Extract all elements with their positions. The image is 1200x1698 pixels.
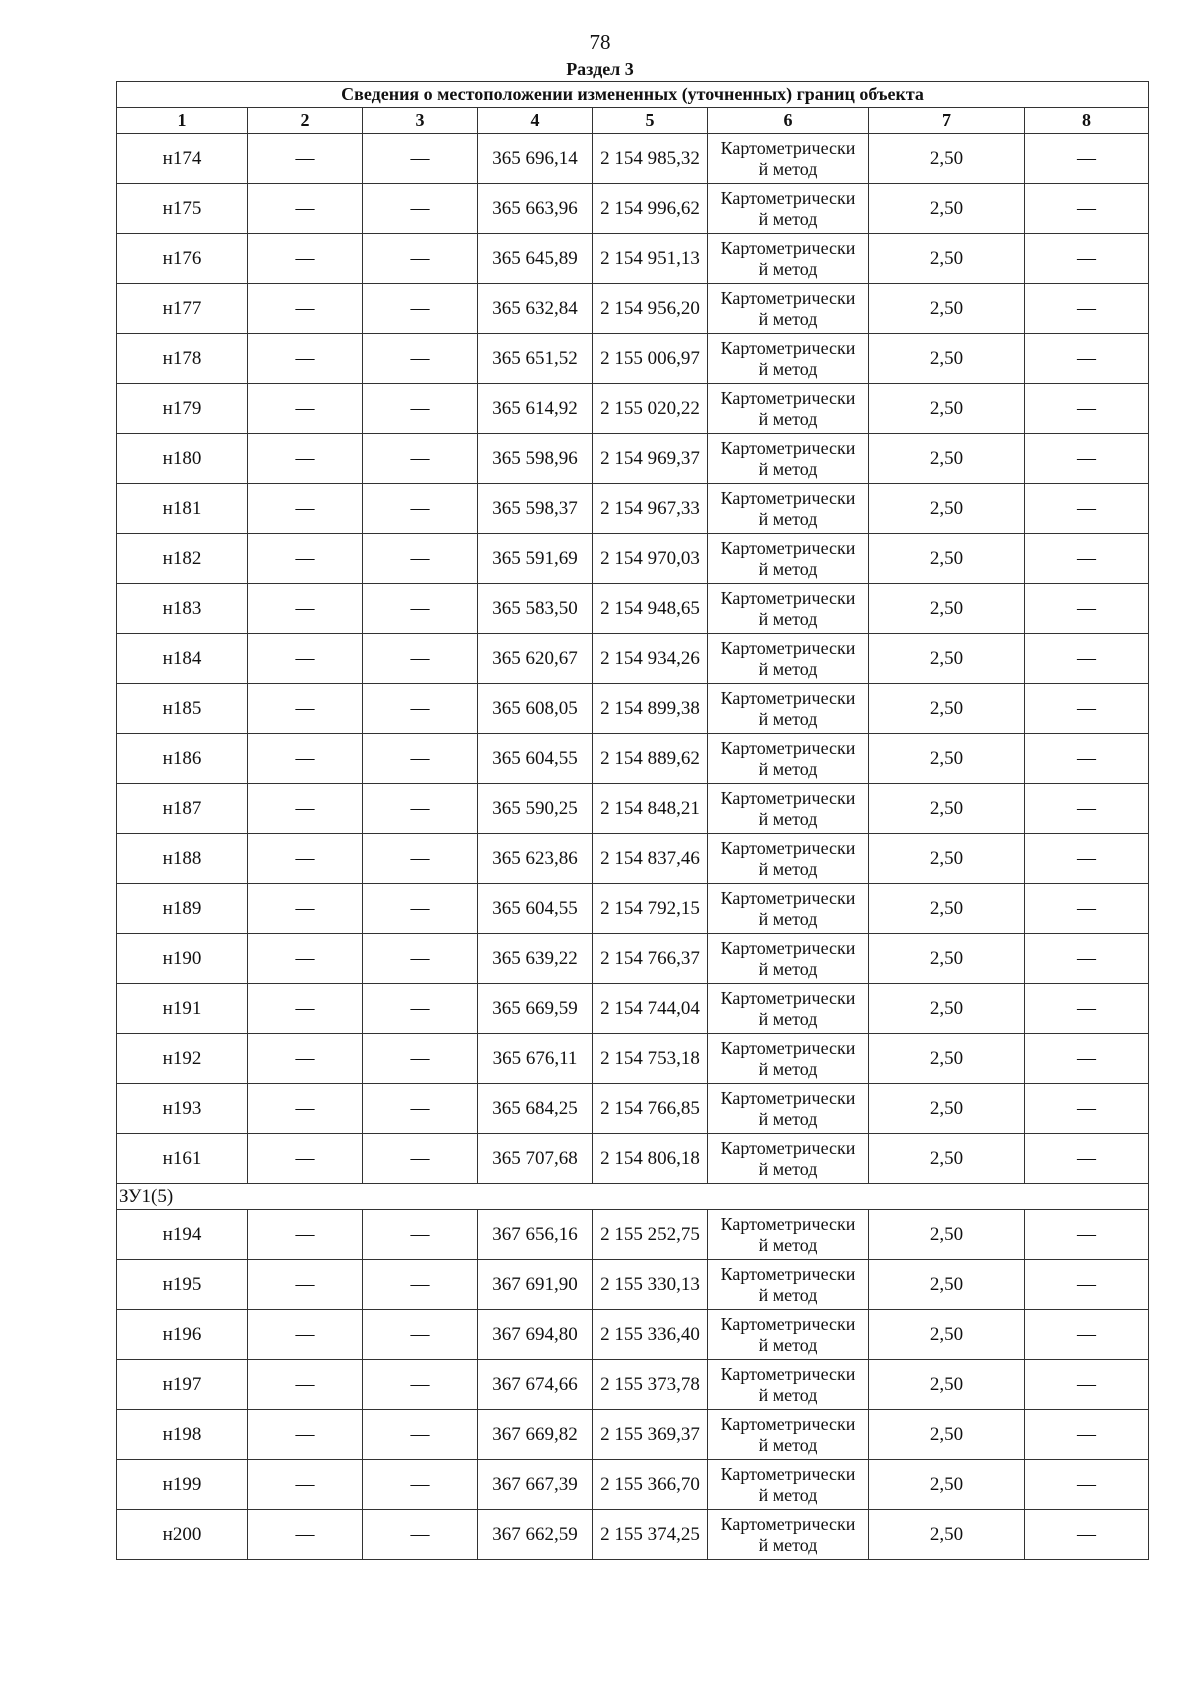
accuracy-value: 2,50 bbox=[869, 1410, 1025, 1460]
accuracy-value: 2,50 bbox=[869, 284, 1025, 334]
accuracy-value: 2,50 bbox=[869, 734, 1025, 784]
x-coordinate: 365 632,84 bbox=[478, 284, 593, 334]
coordinates-table bbox=[116, 81, 1149, 1560]
table-row bbox=[117, 784, 1149, 834]
col3-value: — bbox=[363, 734, 478, 784]
x-coordinate: 367 669,82 bbox=[478, 1410, 593, 1460]
col3-value: — bbox=[363, 1260, 478, 1310]
point-name: н161 bbox=[117, 1134, 248, 1184]
method: Картометрически й метод bbox=[708, 334, 869, 384]
point-name: н193 bbox=[117, 1084, 248, 1134]
table-row bbox=[117, 1210, 1149, 1260]
x-coordinate: 365 663,96 bbox=[478, 184, 593, 234]
accuracy-value: 2,50 bbox=[869, 484, 1025, 534]
method: Картометрически й метод bbox=[708, 1260, 869, 1310]
method: Картометрически й метод bbox=[708, 1210, 869, 1260]
y-coordinate: 2 154 806,18 bbox=[593, 1134, 708, 1184]
col3-value: — bbox=[363, 234, 478, 284]
table-row bbox=[117, 484, 1149, 534]
y-coordinate: 2 154 792,15 bbox=[593, 884, 708, 934]
col2-value: — bbox=[248, 1510, 363, 1560]
point-name: н179 bbox=[117, 384, 248, 434]
accuracy-value: 2,50 bbox=[869, 634, 1025, 684]
y-coordinate: 2 154 956,20 bbox=[593, 284, 708, 334]
accuracy-value: 2,50 bbox=[869, 984, 1025, 1034]
x-coordinate: 365 583,50 bbox=[478, 584, 593, 634]
point-name: н191 bbox=[117, 984, 248, 1034]
col2-value: — bbox=[248, 834, 363, 884]
col2-value: — bbox=[248, 1210, 363, 1260]
col3-value: — bbox=[363, 684, 478, 734]
point-name: н185 bbox=[117, 684, 248, 734]
point-name: н182 bbox=[117, 534, 248, 584]
col3-value: — bbox=[363, 584, 478, 634]
method: Картометрически й метод bbox=[708, 1360, 869, 1410]
y-coordinate: 2 155 252,75 bbox=[593, 1210, 708, 1260]
accuracy-value: 2,50 bbox=[869, 184, 1025, 234]
col2-value: — bbox=[248, 784, 363, 834]
col3-value: — bbox=[363, 1134, 478, 1184]
accuracy-value: 2,50 bbox=[869, 1310, 1025, 1360]
x-coordinate: 365 696,14 bbox=[478, 134, 593, 184]
method: Картометрически й метод bbox=[708, 1310, 869, 1360]
column-number: 2 bbox=[248, 108, 363, 134]
y-coordinate: 2 155 006,97 bbox=[593, 334, 708, 384]
point-name: н194 bbox=[117, 1210, 248, 1260]
table-row bbox=[117, 934, 1149, 984]
x-coordinate: 365 598,96 bbox=[478, 434, 593, 484]
point-name: н175 bbox=[117, 184, 248, 234]
x-coordinate: 365 684,25 bbox=[478, 1084, 593, 1134]
y-coordinate: 2 154 934,26 bbox=[593, 634, 708, 684]
accuracy-value: 2,50 bbox=[869, 434, 1025, 484]
col3-value: — bbox=[363, 1510, 478, 1560]
table-row bbox=[117, 734, 1149, 784]
y-coordinate: 2 155 366,70 bbox=[593, 1460, 708, 1510]
col8-value: — bbox=[1025, 884, 1149, 934]
y-coordinate: 2 154 744,04 bbox=[593, 984, 708, 1034]
col3-value: — bbox=[363, 934, 478, 984]
col8-value: — bbox=[1025, 1410, 1149, 1460]
table-row bbox=[117, 1460, 1149, 1510]
col8-value: — bbox=[1025, 984, 1149, 1034]
col8-value: — bbox=[1025, 1460, 1149, 1510]
accuracy-value: 2,50 bbox=[869, 134, 1025, 184]
method: Картометрически й метод bbox=[708, 1084, 869, 1134]
col3-value: — bbox=[363, 334, 478, 384]
method: Картометрически й метод bbox=[708, 634, 869, 684]
table-body bbox=[117, 134, 1149, 1560]
table-row bbox=[117, 1310, 1149, 1360]
col2-value: — bbox=[248, 1460, 363, 1510]
point-name: н188 bbox=[117, 834, 248, 884]
method: Картометрически й метод bbox=[708, 134, 869, 184]
x-coordinate: 365 645,89 bbox=[478, 234, 593, 284]
col8-value: — bbox=[1025, 1510, 1149, 1560]
col2-value: — bbox=[248, 1360, 363, 1410]
point-name: н190 bbox=[117, 934, 248, 984]
method: Картометрически й метод bbox=[708, 1034, 869, 1084]
col2-value: — bbox=[248, 384, 363, 434]
y-coordinate: 2 154 969,37 bbox=[593, 434, 708, 484]
table-row bbox=[117, 134, 1149, 184]
col2-value: — bbox=[248, 134, 363, 184]
x-coordinate: 365 604,55 bbox=[478, 884, 593, 934]
col3-value: — bbox=[363, 784, 478, 834]
point-name: н200 bbox=[117, 1510, 248, 1560]
method: Картометрически й метод bbox=[708, 934, 869, 984]
table-row bbox=[117, 234, 1149, 284]
col3-value: — bbox=[363, 1460, 478, 1510]
y-coordinate: 2 154 837,46 bbox=[593, 834, 708, 884]
col2-value: — bbox=[248, 1410, 363, 1460]
column-number: 3 bbox=[363, 108, 478, 134]
accuracy-value: 2,50 bbox=[869, 1034, 1025, 1084]
col2-value: — bbox=[248, 284, 363, 334]
point-name: н192 bbox=[117, 1034, 248, 1084]
method: Картометрически й метод bbox=[708, 1410, 869, 1460]
x-coordinate: 365 604,55 bbox=[478, 734, 593, 784]
table-row bbox=[117, 384, 1149, 434]
x-coordinate: 365 590,25 bbox=[478, 784, 593, 834]
col2-value: — bbox=[248, 484, 363, 534]
col8-value: — bbox=[1025, 334, 1149, 384]
column-number: 8 bbox=[1025, 108, 1149, 134]
col2-value: — bbox=[248, 584, 363, 634]
col2-value: — bbox=[248, 934, 363, 984]
col8-value: — bbox=[1025, 1134, 1149, 1184]
col8-value: — bbox=[1025, 1360, 1149, 1410]
table-row bbox=[117, 834, 1149, 884]
y-coordinate: 2 155 020,22 bbox=[593, 384, 708, 434]
x-coordinate: 365 614,92 bbox=[478, 384, 593, 434]
col8-value: — bbox=[1025, 1210, 1149, 1260]
method: Картометрически й метод bbox=[708, 884, 869, 934]
point-name: н198 bbox=[117, 1410, 248, 1460]
col8-value: — bbox=[1025, 734, 1149, 784]
col3-value: — bbox=[363, 484, 478, 534]
col3-value: — bbox=[363, 184, 478, 234]
table-row bbox=[117, 1134, 1149, 1184]
y-coordinate: 2 154 967,33 bbox=[593, 484, 708, 534]
x-coordinate: 367 656,16 bbox=[478, 1210, 593, 1260]
col2-value: — bbox=[248, 434, 363, 484]
y-coordinate: 2 154 985,32 bbox=[593, 134, 708, 184]
table-row bbox=[117, 434, 1149, 484]
y-coordinate: 2 155 373,78 bbox=[593, 1360, 708, 1410]
col2-value: — bbox=[248, 684, 363, 734]
section-title: Раздел 3 bbox=[566, 59, 634, 79]
col8-value: — bbox=[1025, 184, 1149, 234]
col2-value: — bbox=[248, 1310, 363, 1360]
col8-value: — bbox=[1025, 834, 1149, 884]
column-number: 4 bbox=[478, 108, 593, 134]
y-coordinate: 2 154 766,85 bbox=[593, 1084, 708, 1134]
y-coordinate: 2 155 369,37 bbox=[593, 1410, 708, 1460]
accuracy-value: 2,50 bbox=[869, 684, 1025, 734]
col2-value: — bbox=[248, 334, 363, 384]
table-row bbox=[117, 584, 1149, 634]
y-coordinate: 2 155 336,40 bbox=[593, 1310, 708, 1360]
point-name: н186 bbox=[117, 734, 248, 784]
point-name: н184 bbox=[117, 634, 248, 684]
col8-value: — bbox=[1025, 584, 1149, 634]
col8-value: — bbox=[1025, 134, 1149, 184]
accuracy-value: 2,50 bbox=[869, 834, 1025, 884]
col2-value: — bbox=[248, 534, 363, 584]
table-row bbox=[117, 984, 1149, 1034]
col3-value: — bbox=[363, 1084, 478, 1134]
method: Картометрически й метод bbox=[708, 434, 869, 484]
point-name: н180 bbox=[117, 434, 248, 484]
col8-value: — bbox=[1025, 784, 1149, 834]
method: Картометрически й метод bbox=[708, 1510, 869, 1560]
table-caption-row bbox=[117, 82, 1149, 108]
col8-value: — bbox=[1025, 1310, 1149, 1360]
group-header-row bbox=[117, 1184, 1149, 1210]
col3-value: — bbox=[363, 434, 478, 484]
column-number-row bbox=[117, 108, 1149, 134]
col2-value: — bbox=[248, 234, 363, 284]
col2-value: — bbox=[248, 984, 363, 1034]
col3-value: — bbox=[363, 284, 478, 334]
col2-value: — bbox=[248, 734, 363, 784]
col3-value: — bbox=[363, 634, 478, 684]
point-name: н199 bbox=[117, 1460, 248, 1510]
method: Картометрически й метод bbox=[708, 284, 869, 334]
x-coordinate: 367 662,59 bbox=[478, 1510, 593, 1560]
accuracy-value: 2,50 bbox=[869, 384, 1025, 434]
point-name: н195 bbox=[117, 1260, 248, 1310]
point-name: н197 bbox=[117, 1360, 248, 1410]
col3-value: — bbox=[363, 384, 478, 434]
column-number: 7 bbox=[869, 108, 1025, 134]
col3-value: — bbox=[363, 1410, 478, 1460]
x-coordinate: 365 591,69 bbox=[478, 534, 593, 584]
col8-value: — bbox=[1025, 534, 1149, 584]
col8-value: — bbox=[1025, 434, 1149, 484]
x-coordinate: 365 676,11 bbox=[478, 1034, 593, 1084]
point-name: н177 bbox=[117, 284, 248, 334]
table-row bbox=[117, 634, 1149, 684]
col8-value: — bbox=[1025, 934, 1149, 984]
y-coordinate: 2 154 996,62 bbox=[593, 184, 708, 234]
col8-value: — bbox=[1025, 484, 1149, 534]
method: Картометрически й метод bbox=[708, 534, 869, 584]
x-coordinate: 367 694,80 bbox=[478, 1310, 593, 1360]
column-number: 1 bbox=[117, 108, 248, 134]
col8-value: — bbox=[1025, 684, 1149, 734]
col8-value: — bbox=[1025, 384, 1149, 434]
col3-value: — bbox=[363, 534, 478, 584]
accuracy-value: 2,50 bbox=[869, 934, 1025, 984]
x-coordinate: 365 598,37 bbox=[478, 484, 593, 534]
y-coordinate: 2 154 766,37 bbox=[593, 934, 708, 984]
col2-value: — bbox=[248, 1134, 363, 1184]
col3-value: — bbox=[363, 134, 478, 184]
col2-value: — bbox=[248, 1084, 363, 1134]
method: Картометрически й метод bbox=[708, 234, 869, 284]
table-row bbox=[117, 1510, 1149, 1560]
table-row bbox=[117, 1034, 1149, 1084]
x-coordinate: 367 691,90 bbox=[478, 1260, 593, 1310]
y-coordinate: 2 154 753,18 bbox=[593, 1034, 708, 1084]
accuracy-value: 2,50 bbox=[869, 784, 1025, 834]
point-name: н189 bbox=[117, 884, 248, 934]
col2-value: — bbox=[248, 634, 363, 684]
table-row bbox=[117, 1084, 1149, 1134]
y-coordinate: 2 154 889,62 bbox=[593, 734, 708, 784]
accuracy-value: 2,50 bbox=[869, 334, 1025, 384]
col3-value: — bbox=[363, 1360, 478, 1410]
col8-value: — bbox=[1025, 1084, 1149, 1134]
col8-value: — bbox=[1025, 1260, 1149, 1310]
accuracy-value: 2,50 bbox=[869, 884, 1025, 934]
point-name: н174 bbox=[117, 134, 248, 184]
x-coordinate: 365 651,52 bbox=[478, 334, 593, 384]
point-name: н196 bbox=[117, 1310, 248, 1360]
table-row bbox=[117, 684, 1149, 734]
table-row bbox=[117, 1410, 1149, 1460]
method: Картометрически й метод bbox=[708, 684, 869, 734]
x-coordinate: 365 639,22 bbox=[478, 934, 593, 984]
method: Картометрически й метод bbox=[708, 1134, 869, 1184]
col3-value: — bbox=[363, 1034, 478, 1084]
accuracy-value: 2,50 bbox=[869, 1210, 1025, 1260]
point-name: н181 bbox=[117, 484, 248, 534]
accuracy-value: 2,50 bbox=[869, 584, 1025, 634]
col8-value: — bbox=[1025, 634, 1149, 684]
table-row bbox=[117, 1360, 1149, 1410]
accuracy-value: 2,50 bbox=[869, 1084, 1025, 1134]
table-row bbox=[117, 334, 1149, 384]
accuracy-value: 2,50 bbox=[869, 1460, 1025, 1510]
col8-value: — bbox=[1025, 284, 1149, 334]
method: Картометрически й метод bbox=[708, 984, 869, 1034]
col8-value: — bbox=[1025, 234, 1149, 284]
method: Картометрически й метод bbox=[708, 1460, 869, 1510]
x-coordinate: 365 707,68 bbox=[478, 1134, 593, 1184]
col2-value: — bbox=[248, 184, 363, 234]
table-row bbox=[117, 534, 1149, 584]
table-row bbox=[117, 284, 1149, 334]
accuracy-value: 2,50 bbox=[869, 1360, 1025, 1410]
group-label: ЗУ1(5) bbox=[117, 1184, 1149, 1210]
y-coordinate: 2 154 970,03 bbox=[593, 534, 708, 584]
point-name: н178 bbox=[117, 334, 248, 384]
column-number: 6 bbox=[708, 108, 869, 134]
accuracy-value: 2,50 bbox=[869, 1510, 1025, 1560]
col3-value: — bbox=[363, 834, 478, 884]
method: Картометрически й метод bbox=[708, 834, 869, 884]
table-row bbox=[117, 884, 1149, 934]
col3-value: — bbox=[363, 1310, 478, 1360]
col3-value: — bbox=[363, 884, 478, 934]
y-coordinate: 2 154 899,38 bbox=[593, 684, 708, 734]
page-number: 78 bbox=[589, 30, 611, 54]
method: Картометрически й метод bbox=[708, 484, 869, 534]
method: Картометрически й метод bbox=[708, 734, 869, 784]
point-name: н176 bbox=[117, 234, 248, 284]
x-coordinate: 367 667,39 bbox=[478, 1460, 593, 1510]
col3-value: — bbox=[363, 984, 478, 1034]
y-coordinate: 2 154 948,65 bbox=[593, 584, 708, 634]
col8-value: — bbox=[1025, 1034, 1149, 1084]
accuracy-value: 2,50 bbox=[869, 1260, 1025, 1310]
table-row bbox=[117, 1260, 1149, 1310]
y-coordinate: 2 155 330,13 bbox=[593, 1260, 708, 1310]
table-caption: Сведения о местоположении измененных (уточненных) границ объекта bbox=[117, 82, 1149, 108]
y-coordinate: 2 154 951,13 bbox=[593, 234, 708, 284]
x-coordinate: 365 623,86 bbox=[478, 834, 593, 884]
accuracy-value: 2,50 bbox=[869, 534, 1025, 584]
method: Картометрически й метод bbox=[708, 184, 869, 234]
method: Картометрически й метод bbox=[708, 784, 869, 834]
x-coordinate: 365 620,67 bbox=[478, 634, 593, 684]
accuracy-value: 2,50 bbox=[869, 1134, 1025, 1184]
y-coordinate: 2 155 374,25 bbox=[593, 1510, 708, 1560]
x-coordinate: 367 674,66 bbox=[478, 1360, 593, 1410]
point-name: н187 bbox=[117, 784, 248, 834]
col2-value: — bbox=[248, 884, 363, 934]
x-coordinate: 365 669,59 bbox=[478, 984, 593, 1034]
method: Картометрически й метод bbox=[708, 584, 869, 634]
col3-value: — bbox=[363, 1210, 478, 1260]
col2-value: — bbox=[248, 1034, 363, 1084]
col2-value: — bbox=[248, 1260, 363, 1310]
table-row bbox=[117, 184, 1149, 234]
column-number: 5 bbox=[593, 108, 708, 134]
y-coordinate: 2 154 848,21 bbox=[593, 784, 708, 834]
point-name: н183 bbox=[117, 584, 248, 634]
accuracy-value: 2,50 bbox=[869, 234, 1025, 284]
x-coordinate: 365 608,05 bbox=[478, 684, 593, 734]
method: Картометрически й метод bbox=[708, 384, 869, 434]
